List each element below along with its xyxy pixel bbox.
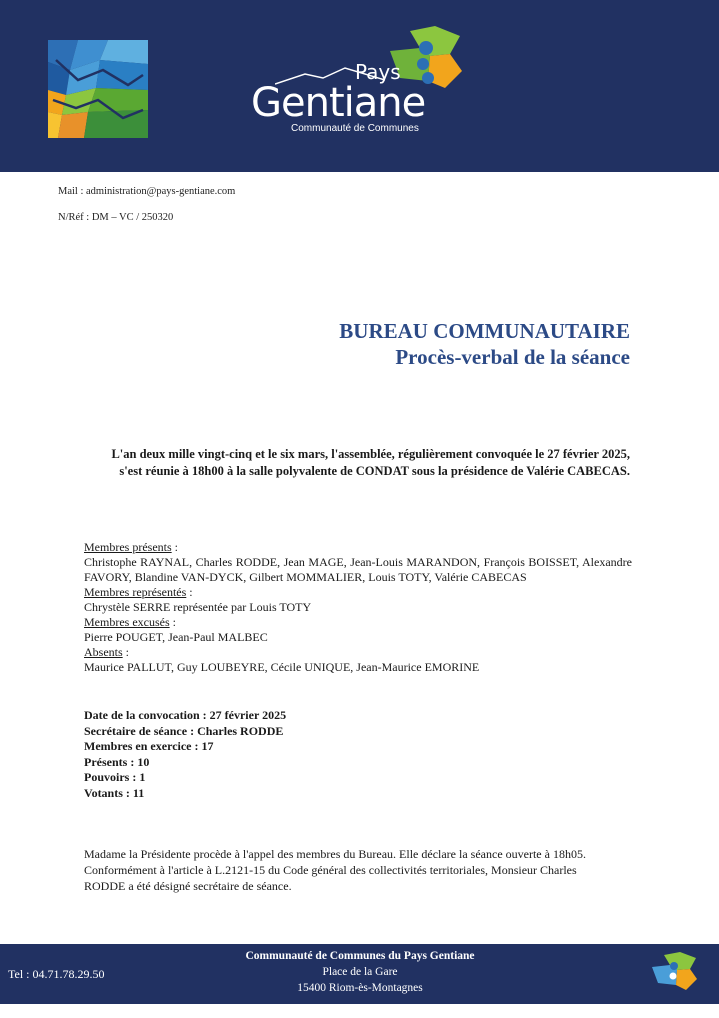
header-banner	[0, 0, 719, 172]
title-line-1: BUREAU COMMUNAUTAIRE	[339, 319, 630, 343]
footer-address	[150, 948, 570, 996]
represented-label: Membres représentés	[84, 585, 187, 599]
excused-names: Pierre POUGET, Jean-Paul MALBEC	[84, 630, 268, 644]
brand-subtitle: Communauté de Communes	[291, 123, 419, 134]
footer-address-1: Place de la Gare	[322, 966, 398, 978]
footer-phone: Tel : 04.71.78.29.50	[8, 967, 105, 981]
closing-paragraph	[84, 846, 632, 894]
present-label: Membres présents	[84, 540, 172, 554]
intro-line-1: L'an deux mille vingt-cinq et le six mars, l'assemblée, régulièrement convoquée le 27 février 2025,	[111, 447, 630, 461]
footer-address-2: 15400 Riom-ès-Montagnes	[297, 982, 423, 994]
closing-line-2: Conformément à l'article à L.2121-15 du Code général des collectivités territoriales, Monsieur Charles	[84, 863, 577, 877]
present-names: Christophe RAYNAL, Charles RODDE, Jean MAGE, Jean-Louis MARANDON, François BOISSET, Alexandre FAVORY, Blandine VAN-DYCK, Gilbert MOMMALIER, Louis TOTY, Valérie CABECAS	[84, 555, 632, 584]
absent-names: Maurice PALLUT, Guy LOUBEYRE, Cécile UNIQUE, Jean-Maurice EMORINE	[84, 660, 480, 674]
proxies-count: Pouvoirs : 1	[84, 770, 146, 784]
convocation-date: Date de la convocation : 27 février 2025	[84, 708, 287, 722]
brand-name: Gentiane	[251, 80, 426, 126]
members-section: Membres présents : Christophe RAYNAL, Charles RODDE, Jean MAGE, Jean-Louis MARANDON, François BOISSET, Alexandre FAVORY, Blandine VAN-DYCK, Gilbert MOMMALIER, Louis TOTY, Valérie CABECAS Membres représentés : Chrystèle SERRE représentée par Louis TOTY Membres excusés : Pierre POUGET, Jean-Paul MALBEC Absents : Maurice PALLUT, Guy LOUBEYRE, Cécile UNIQUE, Jean-Maurice EMORINE	[84, 540, 632, 674]
footer-org: Communauté de Communes du Pays Gentiane	[245, 950, 475, 962]
closing-line-1: Madame la Présidente procède à l'appel des membres du Bureau. Elle déclare la séance ouverte à 18h05.	[84, 847, 586, 861]
pays-gentiane-logo	[245, 20, 475, 145]
members-in-office: Membres en exercice : 17	[84, 739, 214, 753]
present-count: Présents : 10	[84, 754, 150, 769]
secretary: Secrétaire de séance : Charles RODDE	[84, 723, 284, 738]
page-bottom-margin	[0, 1004, 719, 1018]
intro-paragraph	[85, 446, 630, 480]
intro-line-2: s'est réunie à 18h00 à la salle polyvalente de CONDAT sous la présidence de Valérie CABECAS.	[119, 464, 630, 478]
mosaic-logo-icon	[48, 40, 148, 138]
excused-label: Membres excusés	[84, 615, 170, 629]
closing-line-3: RODDE a été désigné secrétaire de séance.	[84, 879, 292, 893]
mail-line: Mail : administration@pays-gentiane.com	[58, 186, 236, 197]
session-stats	[84, 708, 286, 801]
reference-line: N/Réf : DM – VC / 250320	[58, 212, 174, 223]
document-title	[339, 318, 630, 370]
title-line-2: Procès-verbal de la séance	[395, 345, 630, 369]
absent-label: Absents	[84, 645, 123, 659]
footer-banner	[0, 944, 719, 1004]
represented-names: Chrystèle SERRE représentée par Louis TOTY	[84, 600, 312, 614]
brand-pays: Pays	[355, 60, 401, 84]
map-logo-icon	[652, 952, 698, 994]
voters-count: Votants : 11	[84, 785, 145, 800]
